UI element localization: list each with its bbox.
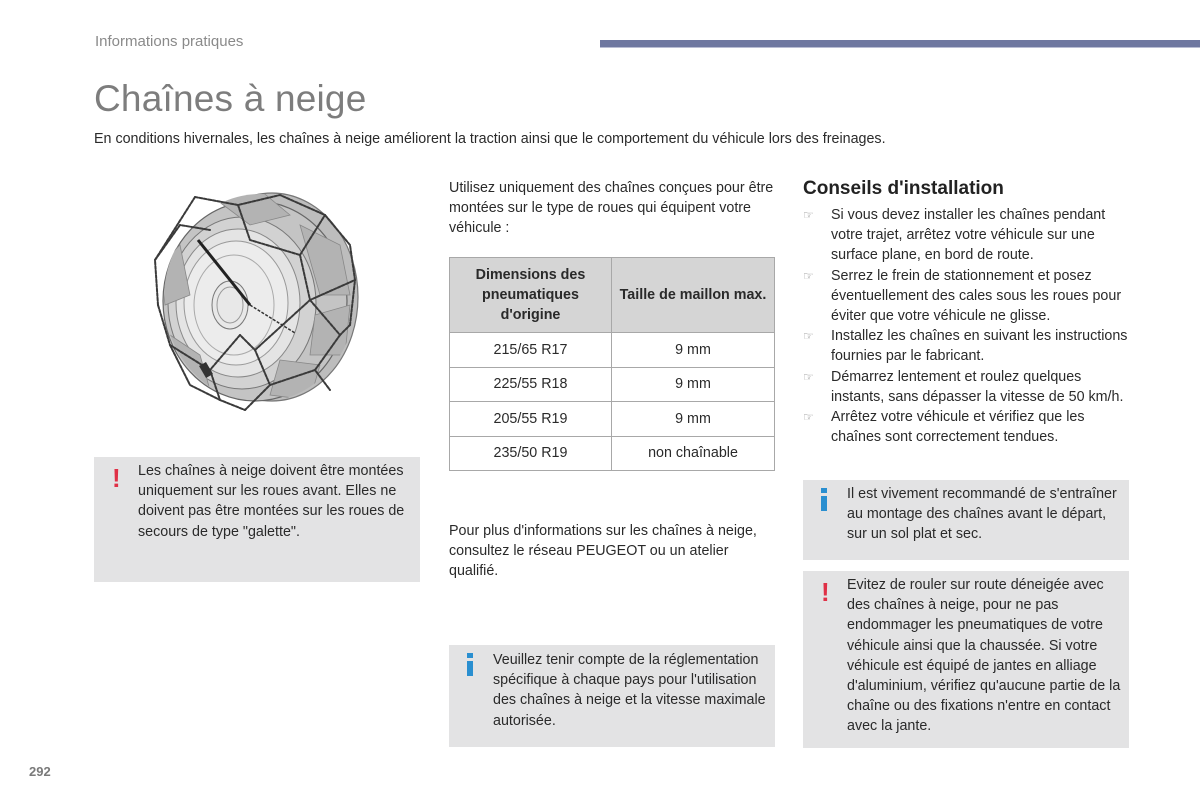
table-row bbox=[450, 436, 775, 471]
tire-dimension-cell: 235/50 R19 bbox=[450, 436, 612, 471]
intro-paragraph: En conditions hivernales, les chaînes à neige améliorent la traction ainsi que le comportement du véhicule lors des freinages. bbox=[94, 131, 886, 147]
tire-dimension-cell: 225/55 R18 bbox=[450, 367, 612, 402]
link-size-cell: 9 mm bbox=[612, 367, 775, 402]
installation-tips-list bbox=[803, 205, 1133, 447]
tip-text: Installez les chaînes en suivant les instructions fournies par le fabricant. bbox=[831, 328, 1128, 365]
info-note-practice bbox=[803, 480, 1129, 560]
tire-dimensions-table bbox=[449, 257, 775, 471]
tire-dimension-cell: 205/55 R19 bbox=[450, 402, 612, 437]
tip-text: Démarrez lentement et roulez quelques instants, sans dépasser la vitesse de 50 km/h. bbox=[831, 368, 1124, 405]
installation-tips-heading: Conseils d'installation bbox=[803, 178, 1004, 199]
tip-text: Arrêtez votre véhicule et vérifiez que les chaînes sont correctement tendues. bbox=[831, 409, 1085, 446]
page-number: 292 bbox=[29, 764, 51, 779]
page-title: Chaînes à neige bbox=[94, 78, 367, 119]
table-row bbox=[450, 402, 775, 437]
pointing-hand-icon: ☞ bbox=[803, 410, 814, 425]
warning-note-text: Evitez de rouler sur route déneigée avec des chaînes à neige, pour ne pas endommager les pneumatiques de votre véhicule ainsi que la chaussée. Si votre véhicule est équipé de jantes en alliage d'aluminium, vérifiez qu'aucune partie de la chaîne ou des fixations n'entre en contact avec la jante. bbox=[847, 577, 1121, 735]
info-note-regulation bbox=[449, 645, 775, 747]
installation-tips-section bbox=[803, 178, 1133, 447]
link-size-cell: 9 mm bbox=[612, 402, 775, 437]
tire-with-snow-chain-illustration bbox=[150, 185, 370, 415]
table-row bbox=[450, 367, 775, 402]
pointing-hand-icon: ☞ bbox=[803, 208, 814, 222]
chain-usage-paragraph: Utilisez uniquement des chaînes conçues pour être montées sur le type de roues qui équipent votre véhicule : bbox=[449, 180, 774, 237]
pointing-hand-icon: ☞ bbox=[803, 329, 814, 344]
link-size-cell: 9 mm bbox=[612, 333, 775, 368]
more-info-paragraph: Pour plus d'informations sur les chaînes à neige, consultez le réseau PEUGEOT ou un atelier qualifié. bbox=[449, 523, 757, 580]
warning-note-cleared-road bbox=[803, 571, 1129, 748]
pointing-hand-icon: ☞ bbox=[803, 268, 814, 283]
warning-note-text: Les chaînes à neige doivent être montées uniquement sur les roues avant. Elles ne doivent pas être montées sur les roues de secours de type "galette". bbox=[138, 463, 405, 540]
list-item bbox=[803, 407, 1133, 447]
pointing-hand-icon: ☞ bbox=[803, 369, 814, 384]
list-item bbox=[803, 367, 1133, 407]
info-note-text: Il est vivement recommandé de s'entraîner au montage des chaînes avant le départ, sur un sol plat et sec. bbox=[847, 486, 1117, 543]
tip-text: Si vous devez installer les chaînes pendant votre trajet, arrêtez votre véhicule sur une surface plane, en bord de route. bbox=[831, 207, 1106, 264]
header-bar bbox=[600, 40, 1200, 48]
table-header-row bbox=[450, 258, 775, 333]
table-row bbox=[450, 333, 775, 368]
tire-chain-icon bbox=[150, 185, 370, 415]
tire-dimension-cell: 215/65 R17 bbox=[450, 333, 612, 368]
info-icon bbox=[821, 488, 827, 514]
info-icon bbox=[467, 653, 473, 679]
link-size-cell: non chaînable bbox=[612, 436, 775, 471]
info-note-text: Veuillez tenir compte de la réglementation spécifique à chaque pays pour l'utilisation des chaînes à neige et la vitesse maximale autorisée. bbox=[493, 652, 766, 729]
list-item bbox=[803, 326, 1133, 366]
column-header-link-size: Taille de maillon max. bbox=[612, 258, 775, 333]
warning-note-front-wheels bbox=[94, 457, 420, 582]
warning-exclamation-icon: ! bbox=[821, 577, 830, 607]
list-item bbox=[803, 205, 1133, 266]
list-item bbox=[803, 266, 1133, 327]
section-label: Informations pratiques bbox=[95, 33, 244, 50]
tip-text: Serrez le frein de stationnement et posez éventuellement des cales sous les roues pour éviter que votre véhicule ne glisse. bbox=[831, 267, 1122, 325]
column-header-tire-dimensions: Dimensions des pneumatiques d'origine bbox=[450, 258, 612, 333]
warning-exclamation-icon: ! bbox=[112, 463, 121, 493]
